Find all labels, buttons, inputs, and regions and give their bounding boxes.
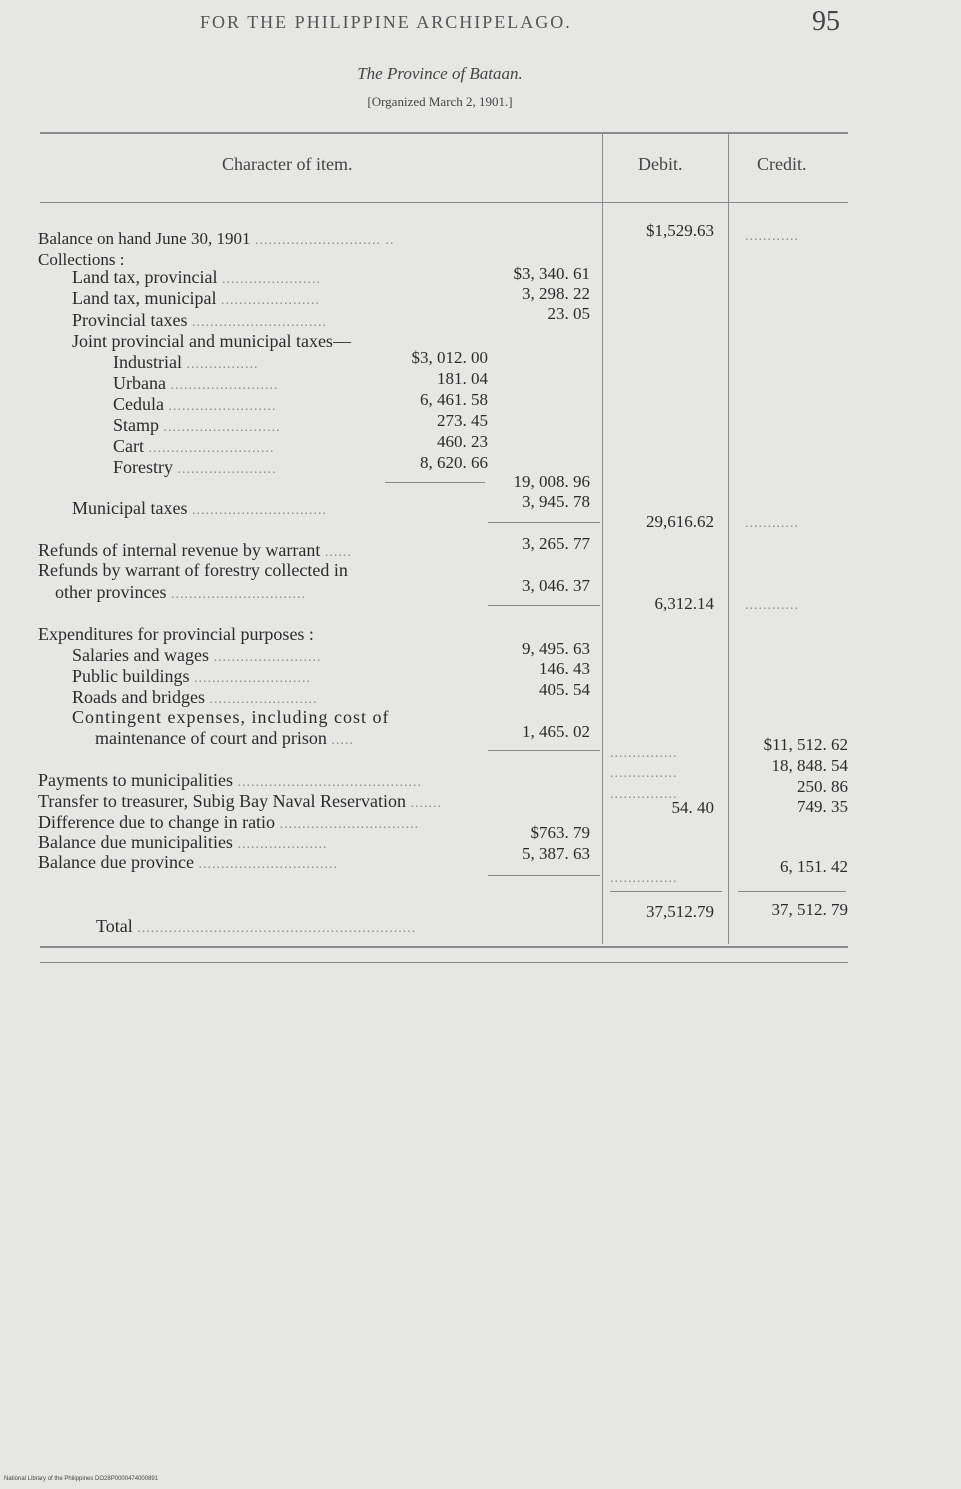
row-balance-prov-credit: 6, 151. 42 [780,857,848,876]
row-transfer-credit: 250. 86 [797,777,848,796]
row-balance-mun-amount: $763. 79 [530,823,590,842]
organized-date: [Organized March 2, 1901.] [367,94,513,109]
row-payments-mun-credit: 18, 848. 54 [771,756,848,775]
subtotal-rule-refunds [488,605,600,606]
row-refunds-forestry-debit: 6,312.14 [654,594,714,613]
row-urbana-amount: 181. 04 [437,369,488,388]
row-transfer-label: Transfer to treasurer, Subig Bay Naval Reservation ....... [38,791,443,811]
row-land-tax-mun-label: Land tax, municipal ...................... [72,288,320,308]
subtotal-rule-expenditures [488,750,600,751]
row-contingent-label-2: maintenance of court and prison ..... [95,728,354,748]
row-land-tax-prov-label: Land tax, provincial ...................... [72,267,321,287]
row-provincial-taxes-label: Provincial taxes .............................. [72,310,327,330]
row-industrial-amount: $3, 012. 00 [411,348,488,367]
row-land-tax-prov-amount: $3, 340. 61 [513,264,590,283]
row-forestry-label: Forestry ...................... [113,457,277,477]
column-header-item: Character of item. [222,154,353,174]
row-refunds-credit-dash: ............ [745,598,799,613]
row-provincial-taxes-amount: 23. 05 [547,304,590,323]
row-stamp-amount: 273. 45 [437,411,488,430]
column-header-debit: Debit. [638,154,683,174]
total-rule-debit [610,891,722,892]
row-roads-label: Roads and bridges ........................ [72,687,318,707]
row-municipal-taxes-amount: 3, 945. 78 [522,492,590,511]
row-total-credit: 37, 512. 79 [771,900,848,919]
total-rule-credit [738,891,846,892]
scan-footer: National Library of the Philippines DO28P0000474000891 [4,1476,159,1482]
page-number: 95 [812,6,840,37]
row-difference-debit: 54. 40 [671,798,714,817]
row-stamp-label: Stamp .......................... [113,415,281,435]
row-payments-mun-label: Payments to municipalities ......................................... [38,770,422,790]
column-header-credit: Credit. [757,154,807,174]
row-salaries-label: Salaries and wages ........................ [72,645,322,665]
row-public-buildings-label: Public buildings .......................... [72,666,312,686]
row-expenditures-label: Expenditures for provincial purposes : [38,624,314,644]
row-balance-on-hand-credit-dash: ............ [745,229,799,244]
row-collections-label: Collections : [38,250,125,269]
running-header: FOR THE PHILIPPINE ARCHIPELAGO. [200,12,572,32]
row-salaries-amount: 9, 495. 63 [522,639,590,658]
row-cart-label: Cart ............................ [113,436,275,456]
row-transfer-debit-dash: ............... [610,787,678,802]
header-bottom-rule [40,202,848,203]
row-cart-amount: 460. 23 [437,432,488,451]
row-contingent-label-1: Contingent expenses, including cost of [72,707,390,727]
row-land-tax-mun-amount: 3, 298. 22 [522,284,590,303]
page-bottom-rule [40,962,848,963]
row-contingent-credit: $11, 512. 62 [763,735,848,754]
row-contingent-debit-dash: ............... [610,746,678,761]
row-difference-label: Difference due to change in ratio ............................... [38,812,420,832]
row-payments-mun-debit-dash: ............... [610,766,678,781]
row-forestry-amount: 8, 620. 66 [420,453,488,472]
row-difference-credit: 749. 35 [797,797,848,816]
row-cedula-amount: 6, 461. 58 [420,390,488,409]
row-contingent-amount: 1, 465. 02 [522,722,590,741]
row-municipal-taxes-debit: 29,616.62 [646,512,714,531]
table-bottom-rule [40,946,848,948]
row-industrial-label: Industrial ................ [113,352,259,372]
table-top-rule [40,132,848,134]
row-refunds-warrant-label: Refunds of internal revenue by warrant ...... [38,540,352,560]
row-urbana-label: Urbana ........................ [113,373,279,393]
row-balance-prov-debit-dash: ............... [610,871,678,886]
row-joint-total-amount: 19, 008. 96 [513,472,590,491]
subtotal-rule-collections [488,522,600,523]
row-refunds-forestry-amount: 3, 046. 37 [522,576,590,595]
row-cedula-label: Cedula ........................ [113,394,277,414]
row-balance-on-hand-label: Balance on hand June 30, 1901 ............................ .. [38,229,395,248]
row-municipal-taxes-credit-dash: ............ [745,516,799,531]
row-balance-on-hand-debit: $1,529.63 [646,221,714,240]
row-balance-prov-label: Balance due province ............................... [38,852,338,872]
row-roads-amount: 405. 54 [539,680,590,699]
debit-column-divider [602,134,603,944]
row-refunds-warrant-amount: 3, 265. 77 [522,534,590,553]
row-refunds-forestry-label-2: other provinces .............................. [55,582,306,602]
row-balance-prov-amount: 5, 387. 63 [522,844,590,863]
row-total-label: Total .............................................................. [96,916,417,936]
credit-column-divider [728,134,729,944]
row-balance-mun-label: Balance due municipalities .................... [38,832,328,852]
subtotal-rule-balances [488,875,600,876]
row-joint-label: Joint provincial and municipal taxes— [72,331,351,351]
section-title: The Province of Bataan. [357,64,523,83]
row-municipal-taxes-label: Municipal taxes .............................. [72,498,327,518]
subtotal-rule-joint [385,482,485,483]
row-refunds-forestry-label-1: Refunds by warrant of forestry collected in [38,560,348,580]
row-total-debit: 37,512.79 [646,902,714,921]
row-public-buildings-amount: 146. 43 [539,659,590,678]
